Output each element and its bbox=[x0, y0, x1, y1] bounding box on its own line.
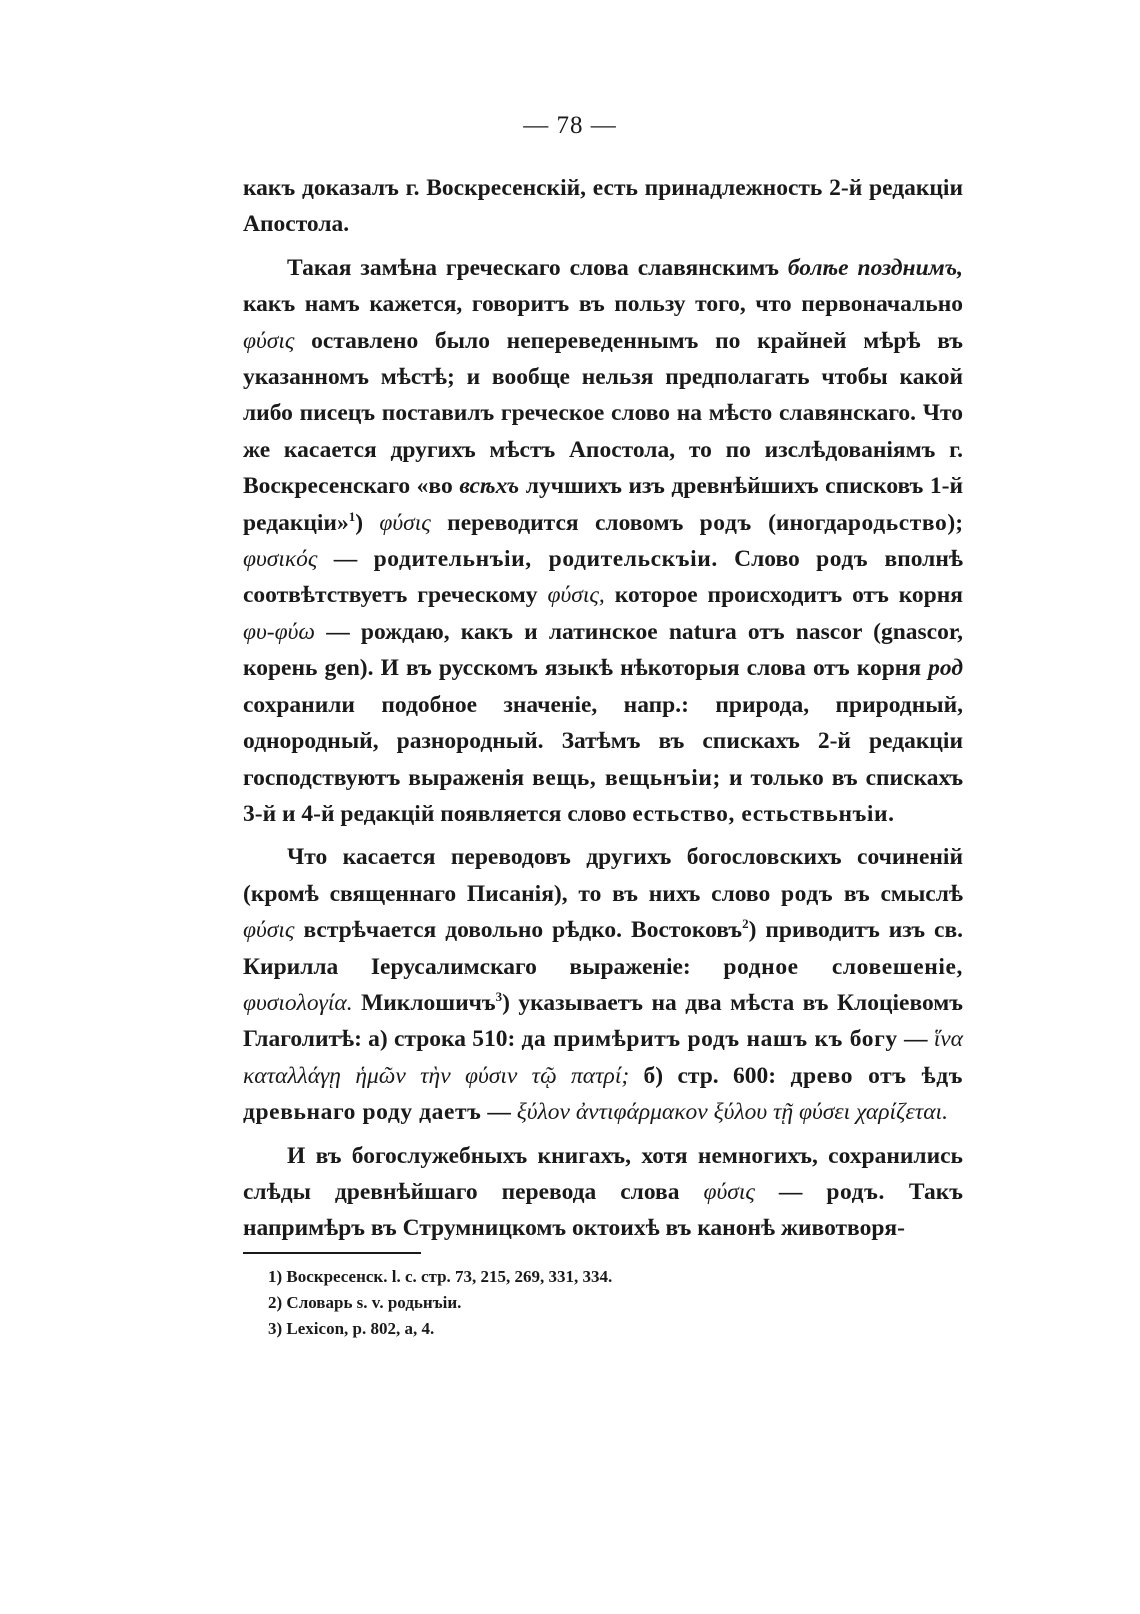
footnote-1: 1) Воскресенск. l. c. стр. 73, 215, 269, 331, 334. bbox=[268, 1267, 613, 1286]
text-run: ); bbox=[947, 509, 964, 536]
text-run: Что касается переводовъ другихъ богословскихъ сочиненій (кромѣ священнаго Писанія), то въ нихъ слово bbox=[243, 844, 963, 907]
text-run: переводится словомъ bbox=[447, 509, 684, 536]
italic-run: болѣе позднимъ, bbox=[787, 254, 964, 281]
text-run: встрѣчается довольно рѣдко. Востоковъ bbox=[303, 917, 743, 944]
text-run: ) bbox=[355, 509, 364, 536]
text-run: — bbox=[333, 546, 358, 573]
text-run: Миклошичъ bbox=[361, 989, 496, 1016]
text-run: въ смыслѣ bbox=[843, 880, 964, 907]
greek-word: φύσις bbox=[243, 327, 295, 354]
footnote-ref: 2 bbox=[742, 916, 749, 932]
greek-word: φύσις bbox=[243, 917, 295, 944]
paragraph-3 bbox=[243, 839, 963, 1130]
body-text bbox=[243, 170, 963, 1247]
text-run: Такая замѣна греческаго слова славянскимъ bbox=[287, 254, 779, 281]
text-run: — bbox=[778, 1178, 803, 1205]
greek-word: φυσικός bbox=[243, 546, 318, 573]
text-run: какъ доказалъ г. Воскресенскій, есть принадлежность 2-й редакціи Апостола. bbox=[243, 175, 963, 238]
paragraph-2 bbox=[243, 250, 963, 833]
text-run: Такъ напримѣръ въ Струмницкомъ октоихѣ въ канонѣ животворя- bbox=[243, 1178, 964, 1242]
slavonic-word: родительнъіи, родительскъіи. bbox=[373, 546, 718, 573]
text-run: И въ богослужебныхъ книгахъ, хотя немногихъ, сохранились слѣды древнѣйшаго перевода слова bbox=[243, 1142, 963, 1205]
greek-phrase: ἵνα καταλλάγῃ ἡμῶν τὴν φύσιν τῷ πατρί; bbox=[243, 1026, 963, 1089]
footnote-ref: 3 bbox=[495, 989, 503, 1005]
text-run: лучшихъ изъ древнѣйшихъ списковъ 1-й редакціи» bbox=[243, 473, 964, 536]
slavonic-word: вещь, вещьнъіи; bbox=[532, 764, 721, 791]
text-run: ) указываетъ на два мѣста въ Клоціевомъ Глаголитѣ: а) строка 510: bbox=[243, 989, 963, 1053]
text-run: ) приводитъ изъ св. Кирилла Іерусалимскаго выраженіе: bbox=[243, 917, 964, 980]
footnote-divider bbox=[243, 1252, 421, 1254]
text-run: и только въ спискахъ 3-й и 4-й редакцій появляется слово bbox=[243, 764, 964, 827]
text-run: вполнѣ соотвѣтствуетъ греческому bbox=[243, 546, 964, 609]
slavonic-word: да примѣритъ родъ нашъ къ богу bbox=[521, 1026, 898, 1053]
text-run: Слово bbox=[734, 546, 800, 573]
footnote-ref: 1 bbox=[348, 508, 356, 524]
slavonic-word: естьство, естьствьнъіи. bbox=[632, 800, 895, 827]
slavonic-word: родъ. bbox=[826, 1178, 885, 1205]
italic-run: род bbox=[928, 655, 964, 682]
text-run: сохранили подобное значеніе, напр.: природа, природный, однородный, разнородный. Затѣмъ въ спискахъ 2-й редакціи господствуютъ выраженія bbox=[243, 691, 963, 791]
greek-word: φύσις, bbox=[547, 582, 605, 609]
footnotes bbox=[268, 1264, 868, 1342]
paragraph-1 bbox=[243, 170, 963, 243]
text-run: оставлено было непереведеннымъ по крайней мѣрѣ въ указанномъ мѣстѣ; и вообще нельзя предполагать чтобы какой либо писецъ поставилъ греческое слово на мѣсто славянскаго. Что же касается другихъ мѣстъ Апостола, то по изслѣдованіямъ г. Воскресенскаго «во bbox=[243, 327, 964, 500]
greek-word: φύσις bbox=[703, 1178, 755, 1205]
paragraph-4 bbox=[243, 1138, 963, 1247]
text-run: (иногда bbox=[768, 509, 848, 536]
greek-word: φυσιολογία. bbox=[243, 989, 353, 1016]
italic-run: всѣхъ bbox=[459, 473, 520, 500]
slavonic-word: родьство bbox=[847, 509, 948, 536]
text-run: — bbox=[487, 1099, 511, 1126]
text-run: — рождаю, какъ и латинское natura отъ nascor (gnascor, корень gen). И въ русскомъ языкѣ нѣкоторыя слова отъ корня bbox=[243, 618, 963, 682]
text-run: — bbox=[903, 1026, 928, 1053]
slavonic-word: родное словешеніе, bbox=[723, 953, 964, 980]
footnote-3: 3) Lexicon, p. 802, a, 4. bbox=[268, 1319, 435, 1338]
text-run: какъ намъ кажется, говоритъ въ пользу того, что первоначально bbox=[243, 291, 963, 318]
slavonic-word: древо отъ ѣдъ древьнаго роду даетъ bbox=[243, 1062, 964, 1126]
greek-phrase: ξύλον ἀντιφάρμακον ξύλου τῇ φύσει χαρίζεται. bbox=[516, 1099, 948, 1126]
footnote-2: 2) Словарь s. v. родьнъіи. bbox=[268, 1293, 462, 1312]
slavonic-word: родъ bbox=[699, 509, 752, 536]
greek-word: φυ-φύω bbox=[243, 618, 315, 645]
greek-word: φύσις bbox=[379, 509, 431, 536]
page-number: — 78 — bbox=[523, 112, 617, 139]
text-run: б) стр. 600: bbox=[643, 1062, 777, 1089]
slavonic-word: родъ bbox=[781, 880, 834, 907]
text-run: которое происходитъ отъ корня bbox=[614, 582, 964, 609]
slavonic-word: родъ bbox=[816, 546, 869, 573]
